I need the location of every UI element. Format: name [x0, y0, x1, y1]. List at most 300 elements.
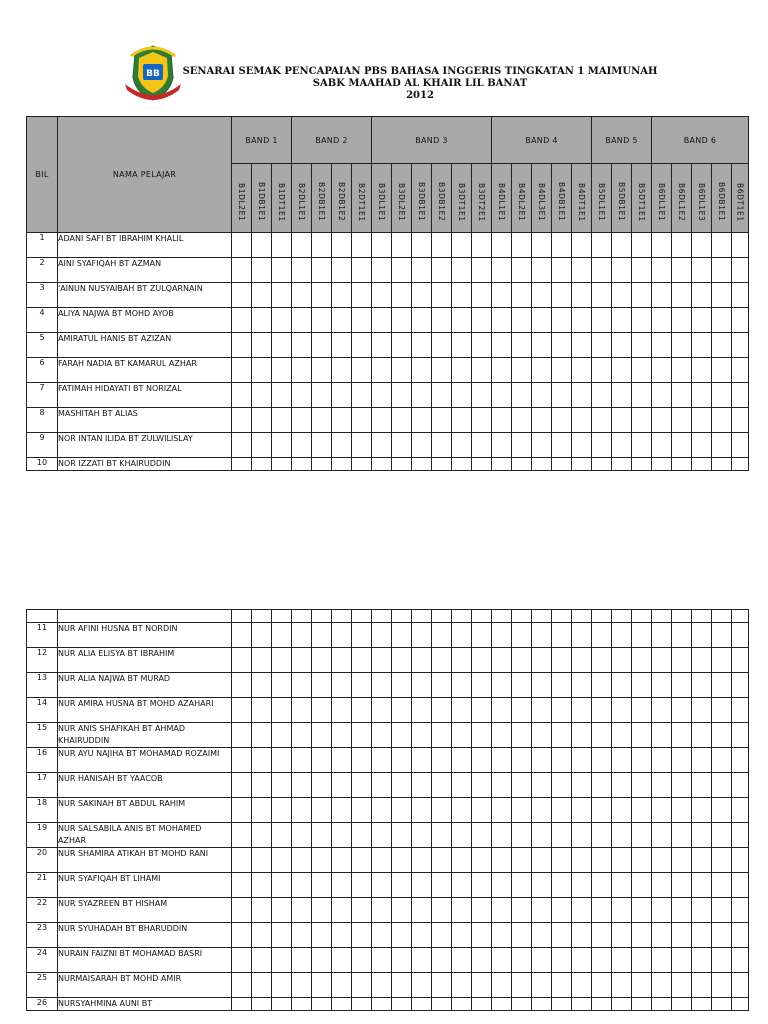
checklist-cell[interactable]: [352, 333, 372, 358]
checklist-cell[interactable]: [632, 723, 652, 748]
checklist-cell[interactable]: [672, 623, 692, 648]
checklist-cell[interactable]: [472, 798, 492, 823]
checklist-cell[interactable]: [412, 948, 432, 973]
checklist-cell[interactable]: [372, 748, 392, 773]
checklist-cell[interactable]: [452, 773, 472, 798]
checklist-cell[interactable]: [252, 333, 272, 358]
checklist-cell[interactable]: [672, 433, 692, 458]
checklist-cell[interactable]: [652, 948, 672, 973]
checklist-cell[interactable]: [712, 773, 732, 798]
checklist-cell[interactable]: [372, 723, 392, 748]
checklist-cell[interactable]: [232, 798, 252, 823]
checklist-cell[interactable]: [552, 773, 572, 798]
checklist-cell[interactable]: [232, 233, 252, 258]
checklist-cell[interactable]: [252, 408, 272, 433]
checklist-cell[interactable]: [552, 898, 572, 923]
checklist-cell[interactable]: [332, 358, 352, 383]
checklist-cell[interactable]: [572, 673, 592, 698]
checklist-cell[interactable]: [692, 333, 712, 358]
checklist-cell[interactable]: [592, 333, 612, 358]
checklist-cell[interactable]: [472, 358, 492, 383]
checklist-cell[interactable]: [352, 823, 372, 848]
checklist-cell[interactable]: [532, 308, 552, 333]
checklist-cell[interactable]: [412, 358, 432, 383]
checklist-cell[interactable]: [652, 673, 672, 698]
checklist-cell[interactable]: [632, 798, 652, 823]
checklist-cell[interactable]: [452, 283, 472, 308]
checklist-cell[interactable]: [392, 458, 412, 471]
checklist-cell[interactable]: [612, 873, 632, 898]
checklist-cell[interactable]: [712, 308, 732, 333]
checklist-cell[interactable]: [432, 723, 452, 748]
checklist-cell[interactable]: [372, 458, 392, 471]
checklist-cell[interactable]: [692, 283, 712, 308]
checklist-cell[interactable]: [572, 773, 592, 798]
checklist-cell[interactable]: [292, 998, 312, 1011]
checklist-cell[interactable]: [692, 358, 712, 383]
checklist-cell[interactable]: [352, 308, 372, 333]
checklist-cell[interactable]: [312, 873, 332, 898]
checklist-cell[interactable]: [532, 383, 552, 408]
checklist-cell[interactable]: [332, 698, 352, 723]
checklist-cell[interactable]: [292, 458, 312, 471]
checklist-cell[interactable]: [392, 358, 412, 383]
checklist-cell[interactable]: [612, 998, 632, 1011]
checklist-cell[interactable]: [732, 848, 749, 873]
checklist-cell[interactable]: [252, 283, 272, 308]
checklist-cell[interactable]: [632, 333, 652, 358]
checklist-cell[interactable]: [572, 748, 592, 773]
checklist-cell[interactable]: [452, 333, 472, 358]
checklist-cell[interactable]: [492, 623, 512, 648]
checklist-cell[interactable]: [632, 823, 652, 848]
checklist-cell[interactable]: [512, 433, 532, 458]
checklist-cell[interactable]: [532, 873, 552, 898]
checklist-cell[interactable]: [712, 458, 732, 471]
checklist-cell[interactable]: [312, 673, 332, 698]
checklist-cell[interactable]: [512, 898, 532, 923]
checklist-cell[interactable]: [392, 823, 412, 848]
checklist-cell[interactable]: [372, 973, 392, 998]
checklist-cell[interactable]: [432, 258, 452, 283]
checklist-cell[interactable]: [452, 823, 472, 848]
checklist-cell[interactable]: [592, 948, 612, 973]
checklist-cell[interactable]: [532, 233, 552, 258]
checklist-cell[interactable]: [412, 283, 432, 308]
checklist-cell[interactable]: [492, 698, 512, 723]
checklist-cell[interactable]: [312, 383, 332, 408]
checklist-cell[interactable]: [412, 333, 432, 358]
checklist-cell[interactable]: [272, 433, 292, 458]
checklist-cell[interactable]: [292, 308, 312, 333]
checklist-cell[interactable]: [712, 358, 732, 383]
checklist-cell[interactable]: [652, 973, 672, 998]
checklist-cell[interactable]: [672, 258, 692, 283]
checklist-cell[interactable]: [432, 848, 452, 873]
checklist-cell[interactable]: [452, 873, 472, 898]
checklist-cell[interactable]: [552, 233, 572, 258]
checklist-cell[interactable]: [592, 648, 612, 673]
checklist-cell[interactable]: [652, 998, 672, 1011]
checklist-cell[interactable]: [592, 258, 612, 283]
checklist-cell[interactable]: [672, 698, 692, 723]
checklist-cell[interactable]: [732, 283, 749, 308]
checklist-cell[interactable]: [692, 848, 712, 873]
checklist-cell[interactable]: [372, 333, 392, 358]
checklist-cell[interactable]: [652, 623, 672, 648]
checklist-cell[interactable]: [452, 798, 472, 823]
checklist-cell[interactable]: [712, 798, 732, 823]
checklist-cell[interactable]: [272, 698, 292, 723]
checklist-cell[interactable]: [312, 823, 332, 848]
checklist-cell[interactable]: [452, 848, 472, 873]
checklist-cell[interactable]: [232, 923, 252, 948]
checklist-cell[interactable]: [692, 748, 712, 773]
checklist-cell[interactable]: [432, 948, 452, 973]
checklist-cell[interactable]: [492, 258, 512, 283]
checklist-cell[interactable]: [312, 848, 332, 873]
checklist-cell[interactable]: [272, 358, 292, 383]
checklist-cell[interactable]: [472, 923, 492, 948]
checklist-cell[interactable]: [292, 923, 312, 948]
checklist-cell[interactable]: [472, 308, 492, 333]
checklist-cell[interactable]: [492, 308, 512, 333]
checklist-cell[interactable]: [612, 898, 632, 923]
checklist-cell[interactable]: [372, 698, 392, 723]
checklist-cell[interactable]: [712, 408, 732, 433]
checklist-cell[interactable]: [432, 433, 452, 458]
checklist-cell[interactable]: [732, 308, 749, 333]
checklist-cell[interactable]: [632, 358, 652, 383]
checklist-cell[interactable]: [632, 698, 652, 723]
checklist-cell[interactable]: [312, 233, 332, 258]
checklist-cell[interactable]: [552, 308, 572, 333]
checklist-cell[interactable]: [392, 283, 412, 308]
checklist-cell[interactable]: [252, 308, 272, 333]
checklist-cell[interactable]: [292, 898, 312, 923]
checklist-cell[interactable]: [332, 798, 352, 823]
checklist-cell[interactable]: [712, 973, 732, 998]
checklist-cell[interactable]: [672, 673, 692, 698]
checklist-cell[interactable]: [692, 998, 712, 1011]
checklist-cell[interactable]: [392, 408, 412, 433]
checklist-cell[interactable]: [652, 383, 672, 408]
checklist-cell[interactable]: [232, 458, 252, 471]
checklist-cell[interactable]: [492, 383, 512, 408]
checklist-cell[interactable]: [472, 383, 492, 408]
checklist-cell[interactable]: [512, 383, 532, 408]
checklist-cell[interactable]: [592, 723, 612, 748]
checklist-cell[interactable]: [552, 333, 572, 358]
checklist-cell[interactable]: [372, 798, 392, 823]
checklist-cell[interactable]: [512, 233, 532, 258]
checklist-cell[interactable]: [412, 773, 432, 798]
checklist-cell[interactable]: [292, 848, 312, 873]
checklist-cell[interactable]: [532, 798, 552, 823]
checklist-cell[interactable]: [292, 433, 312, 458]
checklist-cell[interactable]: [272, 923, 292, 948]
checklist-cell[interactable]: [492, 408, 512, 433]
checklist-cell[interactable]: [432, 383, 452, 408]
checklist-cell[interactable]: [652, 848, 672, 873]
checklist-cell[interactable]: [552, 648, 572, 673]
checklist-cell[interactable]: [452, 458, 472, 471]
checklist-cell[interactable]: [452, 433, 472, 458]
checklist-cell[interactable]: [432, 648, 452, 673]
checklist-cell[interactable]: [672, 848, 692, 873]
checklist-cell[interactable]: [392, 383, 412, 408]
checklist-cell[interactable]: [312, 283, 332, 308]
checklist-cell[interactable]: [672, 748, 692, 773]
checklist-cell[interactable]: [372, 358, 392, 383]
checklist-cell[interactable]: [552, 748, 572, 773]
checklist-cell[interactable]: [532, 698, 552, 723]
checklist-cell[interactable]: [372, 648, 392, 673]
checklist-cell[interactable]: [512, 698, 532, 723]
checklist-cell[interactable]: [512, 848, 532, 873]
checklist-cell[interactable]: [632, 408, 652, 433]
checklist-cell[interactable]: [392, 258, 412, 283]
checklist-cell[interactable]: [472, 648, 492, 673]
checklist-cell[interactable]: [572, 308, 592, 333]
checklist-cell[interactable]: [532, 433, 552, 458]
checklist-cell[interactable]: [272, 998, 292, 1011]
checklist-cell[interactable]: [732, 358, 749, 383]
checklist-cell[interactable]: [312, 773, 332, 798]
checklist-cell[interactable]: [232, 258, 252, 283]
checklist-cell[interactable]: [672, 873, 692, 898]
checklist-cell[interactable]: [552, 798, 572, 823]
checklist-cell[interactable]: [552, 848, 572, 873]
checklist-cell[interactable]: [552, 283, 572, 308]
checklist-cell[interactable]: [452, 648, 472, 673]
checklist-cell[interactable]: [292, 673, 312, 698]
checklist-cell[interactable]: [632, 258, 652, 283]
checklist-cell[interactable]: [312, 948, 332, 973]
checklist-cell[interactable]: [472, 948, 492, 973]
checklist-cell[interactable]: [732, 698, 749, 723]
checklist-cell[interactable]: [232, 283, 252, 308]
checklist-cell[interactable]: [272, 823, 292, 848]
checklist-cell[interactable]: [612, 408, 632, 433]
checklist-cell[interactable]: [512, 458, 532, 471]
checklist-cell[interactable]: [672, 773, 692, 798]
checklist-cell[interactable]: [512, 358, 532, 383]
checklist-cell[interactable]: [352, 948, 372, 973]
checklist-cell[interactable]: [652, 333, 672, 358]
checklist-cell[interactable]: [272, 723, 292, 748]
checklist-cell[interactable]: [352, 973, 372, 998]
checklist-cell[interactable]: [692, 383, 712, 408]
checklist-cell[interactable]: [552, 458, 572, 471]
checklist-cell[interactable]: [412, 673, 432, 698]
checklist-cell[interactable]: [312, 648, 332, 673]
checklist-cell[interactable]: [392, 698, 412, 723]
checklist-cell[interactable]: [452, 973, 472, 998]
checklist-cell[interactable]: [592, 773, 612, 798]
checklist-cell[interactable]: [312, 258, 332, 283]
checklist-cell[interactable]: [652, 923, 672, 948]
checklist-cell[interactable]: [612, 948, 632, 973]
checklist-cell[interactable]: [292, 798, 312, 823]
checklist-cell[interactable]: [232, 898, 252, 923]
checklist-cell[interactable]: [672, 898, 692, 923]
checklist-cell[interactable]: [552, 383, 572, 408]
checklist-cell[interactable]: [512, 823, 532, 848]
checklist-cell[interactable]: [252, 383, 272, 408]
checklist-cell[interactable]: [632, 383, 652, 408]
checklist-cell[interactable]: [472, 458, 492, 471]
checklist-cell[interactable]: [692, 898, 712, 923]
checklist-cell[interactable]: [732, 998, 749, 1011]
checklist-cell[interactable]: [392, 873, 412, 898]
checklist-cell[interactable]: [372, 308, 392, 333]
checklist-cell[interactable]: [612, 283, 632, 308]
checklist-cell[interactable]: [292, 623, 312, 648]
checklist-cell[interactable]: [612, 358, 632, 383]
checklist-cell[interactable]: [732, 798, 749, 823]
checklist-cell[interactable]: [712, 823, 732, 848]
checklist-cell[interactable]: [372, 923, 392, 948]
checklist-cell[interactable]: [292, 408, 312, 433]
checklist-cell[interactable]: [572, 433, 592, 458]
checklist-cell[interactable]: [532, 648, 552, 673]
checklist-cell[interactable]: [252, 648, 272, 673]
checklist-cell[interactable]: [652, 458, 672, 471]
checklist-cell[interactable]: [492, 358, 512, 383]
checklist-cell[interactable]: [492, 333, 512, 358]
checklist-cell[interactable]: [272, 383, 292, 408]
checklist-cell[interactable]: [352, 998, 372, 1011]
checklist-cell[interactable]: [492, 948, 512, 973]
checklist-cell[interactable]: [692, 873, 712, 898]
checklist-cell[interactable]: [532, 948, 552, 973]
checklist-cell[interactable]: [652, 433, 672, 458]
checklist-cell[interactable]: [512, 648, 532, 673]
checklist-cell[interactable]: [292, 698, 312, 723]
checklist-cell[interactable]: [612, 648, 632, 673]
checklist-cell[interactable]: [312, 748, 332, 773]
checklist-cell[interactable]: [672, 358, 692, 383]
checklist-cell[interactable]: [352, 623, 372, 648]
checklist-cell[interactable]: [532, 333, 552, 358]
checklist-cell[interactable]: [292, 283, 312, 308]
checklist-cell[interactable]: [392, 773, 412, 798]
checklist-cell[interactable]: [652, 823, 672, 848]
checklist-cell[interactable]: [712, 283, 732, 308]
checklist-cell[interactable]: [232, 673, 252, 698]
checklist-cell[interactable]: [492, 233, 512, 258]
checklist-cell[interactable]: [392, 973, 412, 998]
checklist-cell[interactable]: [632, 648, 652, 673]
checklist-cell[interactable]: [452, 623, 472, 648]
checklist-cell[interactable]: [332, 873, 352, 898]
checklist-cell[interactable]: [672, 948, 692, 973]
checklist-cell[interactable]: [372, 898, 392, 923]
checklist-cell[interactable]: [612, 748, 632, 773]
checklist-cell[interactable]: [412, 973, 432, 998]
checklist-cell[interactable]: [252, 698, 272, 723]
checklist-cell[interactable]: [692, 773, 712, 798]
checklist-cell[interactable]: [252, 998, 272, 1011]
checklist-cell[interactable]: [412, 748, 432, 773]
checklist-cell[interactable]: [432, 623, 452, 648]
checklist-cell[interactable]: [552, 358, 572, 383]
checklist-cell[interactable]: [572, 723, 592, 748]
checklist-cell[interactable]: [492, 723, 512, 748]
checklist-cell[interactable]: [652, 358, 672, 383]
checklist-cell[interactable]: [592, 283, 612, 308]
checklist-cell[interactable]: [492, 823, 512, 848]
checklist-cell[interactable]: [232, 948, 252, 973]
checklist-cell[interactable]: [512, 408, 532, 433]
checklist-cell[interactable]: [572, 358, 592, 383]
checklist-cell[interactable]: [532, 258, 552, 283]
checklist-cell[interactable]: [452, 748, 472, 773]
checklist-cell[interactable]: [692, 973, 712, 998]
checklist-cell[interactable]: [252, 623, 272, 648]
checklist-cell[interactable]: [312, 723, 332, 748]
checklist-cell[interactable]: [672, 283, 692, 308]
checklist-cell[interactable]: [652, 773, 672, 798]
checklist-cell[interactable]: [652, 408, 672, 433]
checklist-cell[interactable]: [512, 308, 532, 333]
checklist-cell[interactable]: [492, 748, 512, 773]
checklist-cell[interactable]: [332, 898, 352, 923]
checklist-cell[interactable]: [552, 873, 572, 898]
checklist-cell[interactable]: [512, 973, 532, 998]
checklist-cell[interactable]: [332, 773, 352, 798]
checklist-cell[interactable]: [272, 258, 292, 283]
checklist-cell[interactable]: [672, 648, 692, 673]
checklist-cell[interactable]: [352, 458, 372, 471]
checklist-cell[interactable]: [572, 823, 592, 848]
checklist-cell[interactable]: [292, 258, 312, 283]
checklist-cell[interactable]: [692, 673, 712, 698]
checklist-cell[interactable]: [332, 458, 352, 471]
checklist-cell[interactable]: [252, 898, 272, 923]
checklist-cell[interactable]: [412, 798, 432, 823]
checklist-cell[interactable]: [592, 623, 612, 648]
checklist-cell[interactable]: [552, 698, 572, 723]
checklist-cell[interactable]: [452, 673, 472, 698]
checklist-cell[interactable]: [572, 698, 592, 723]
checklist-cell[interactable]: [672, 233, 692, 258]
checklist-cell[interactable]: [712, 748, 732, 773]
checklist-cell[interactable]: [472, 283, 492, 308]
checklist-cell[interactable]: [392, 648, 412, 673]
checklist-cell[interactable]: [552, 973, 572, 998]
checklist-cell[interactable]: [252, 458, 272, 471]
checklist-cell[interactable]: [512, 798, 532, 823]
checklist-cell[interactable]: [272, 848, 292, 873]
checklist-cell[interactable]: [352, 233, 372, 258]
checklist-cell[interactable]: [512, 258, 532, 283]
checklist-cell[interactable]: [412, 383, 432, 408]
checklist-cell[interactable]: [732, 723, 749, 748]
checklist-cell[interactable]: [292, 723, 312, 748]
checklist-cell[interactable]: [712, 433, 732, 458]
checklist-cell[interactable]: [352, 358, 372, 383]
checklist-cell[interactable]: [652, 283, 672, 308]
checklist-cell[interactable]: [692, 233, 712, 258]
checklist-cell[interactable]: [332, 233, 352, 258]
checklist-cell[interactable]: [452, 308, 472, 333]
checklist-cell[interactable]: [252, 358, 272, 383]
checklist-cell[interactable]: [652, 873, 672, 898]
checklist-cell[interactable]: [532, 283, 552, 308]
checklist-cell[interactable]: [592, 748, 612, 773]
